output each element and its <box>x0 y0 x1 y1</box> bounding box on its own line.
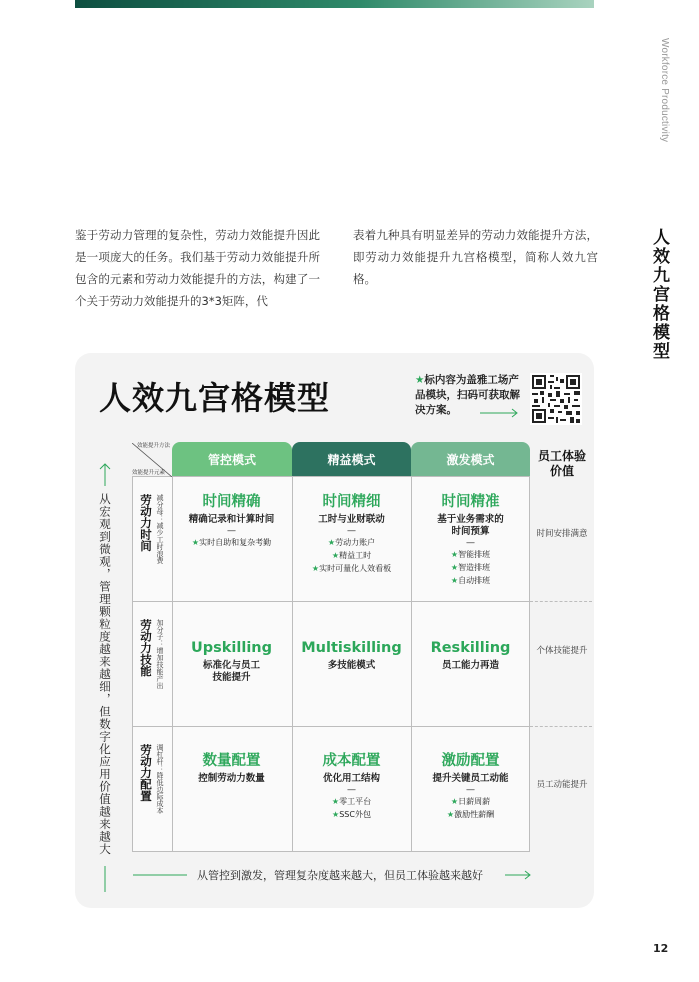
cell-item-text: 实时自助和复杂考勤 <box>199 538 272 547</box>
star-icon: ★ <box>191 538 200 547</box>
column-header-control: 管控模式 <box>172 442 292 476</box>
cell-dash: — <box>347 526 356 536</box>
row-label-allocation <box>132 726 172 852</box>
cell-subtitle: 标准化与员工技能提升 <box>202 660 260 683</box>
row-label-title: 劳动力配置 <box>139 744 153 802</box>
cell-subtitle: 基于业务需求的时间预算 <box>437 514 504 537</box>
column-header-inspire: 激发模式 <box>411 442 530 476</box>
left-axis-text: 从宏观到微观，管理颗粒度越来越细，但数字化应用价值越来越大 <box>98 493 112 856</box>
cell-title: 时间精确 <box>202 494 261 510</box>
cell-title: 成本配置 <box>322 753 381 769</box>
cell-dash: — <box>347 785 356 795</box>
cell-dash: — <box>227 526 236 536</box>
row-label-title: 劳动力技能 <box>139 619 153 677</box>
intro-paragraph-left: 鉴于劳动力管理的复杂性，劳动力效能提升因此是一项庞大的任务。我们基于劳动力效能提升所包含的元素和劳动力效能提升的方法，构建了一个关于劳动力效能提升的3*3矩阵，代 <box>75 228 320 308</box>
grid-line <box>132 601 530 602</box>
qr-note-text: 标内容为盖雅工场产品模块，扫码可获取解决方案。 <box>415 374 520 416</box>
cell-dash: — <box>466 538 475 548</box>
cell-item <box>292 549 411 562</box>
bottom-axis-text: 从管控到激发，管理复杂度越来越大，但员工体验越来越好 <box>197 869 483 882</box>
cell-item-text: 日薪周薪 <box>458 797 491 806</box>
axis-line <box>133 867 187 883</box>
experience-value-allocation: 员工动能提升 <box>536 780 588 790</box>
side-english-title: Workforce Productivity <box>659 38 670 143</box>
qr-code-icon[interactable] <box>530 373 582 425</box>
page-number: 12 <box>653 942 669 955</box>
star-icon: ★ <box>332 810 340 819</box>
cell-item <box>292 795 411 808</box>
experience-value-time: 时间安排满意 <box>536 529 588 539</box>
star-icon: ★ <box>450 576 459 585</box>
side-chinese-title: 人效九宫格模型 <box>649 228 669 361</box>
cell-subtitle: 精确记录和计算时间 <box>188 514 275 525</box>
grid-cell <box>411 639 530 672</box>
cell-item <box>411 795 530 808</box>
experience-value-skill: 个体技能提升 <box>536 646 588 656</box>
cell-title: Reskilling <box>430 640 511 656</box>
cell-item <box>411 561 530 574</box>
row-label-time <box>132 476 172 601</box>
star-icon: ★ <box>450 563 459 572</box>
star-icon: ★ <box>331 551 340 560</box>
star-icon: ★ <box>331 797 340 806</box>
cell-subtitle: 工时与业财联动 <box>318 514 385 525</box>
star-icon: ★ <box>450 797 459 806</box>
star-icon: ★ <box>415 374 425 386</box>
grid-line <box>132 726 530 727</box>
cell-dash: — <box>466 785 475 795</box>
cell-title: 时间精准 <box>441 494 500 510</box>
cell-item-text: 智能排班 <box>458 550 491 559</box>
grid-cell <box>411 752 530 821</box>
bottom-axis <box>133 867 533 883</box>
top-gradient-bar <box>75 0 594 8</box>
star-icon: ★ <box>311 564 320 573</box>
cell-item <box>411 808 530 821</box>
star-icon: ★ <box>446 810 455 819</box>
cell-item-text: 实时可量化人效看板 <box>319 564 392 573</box>
cell-item <box>292 808 411 821</box>
experience-header: 员工体验价值 <box>537 449 586 478</box>
cell-item <box>411 548 530 561</box>
cell-item-text: 激励性薪酬 <box>454 810 495 819</box>
diagonal-header <box>132 443 172 477</box>
grid-cell <box>411 493 530 587</box>
cell-title: 激励配置 <box>441 753 500 769</box>
grid-cell <box>292 752 411 821</box>
nine-grid-card <box>75 353 594 908</box>
grid-line <box>530 726 592 727</box>
cell-subtitle: 优化用工结构 <box>322 773 380 784</box>
cell-title: Multiskilling <box>301 640 402 656</box>
diag-bottom-label: 效能提升元素 <box>132 470 166 476</box>
star-icon: ★ <box>450 550 459 559</box>
arrow-up-icon <box>97 463 113 487</box>
column-header-lean: 精益模式 <box>292 442 411 476</box>
cell-title: 时间精细 <box>322 494 381 510</box>
diag-top-label: 效能提升方法 <box>136 443 170 449</box>
cell-item <box>292 562 411 575</box>
cell-title: Upskilling <box>190 640 272 656</box>
cell-subtitle: 提升关键员工动能 <box>432 773 509 784</box>
cell-title: 数量配置 <box>202 753 261 769</box>
row-label-note: 调杠杆：降低边际成本 <box>156 744 164 814</box>
grid-cell <box>172 493 291 549</box>
cell-item-text: SSC外包 <box>339 810 371 819</box>
grid-cell <box>172 752 291 785</box>
cell-item-text: 精益工时 <box>339 551 372 560</box>
grid-cell <box>292 493 411 575</box>
grid-cell <box>172 639 291 684</box>
cell-item <box>172 536 291 549</box>
row-label-title: 劳动力时间 <box>139 494 153 552</box>
cell-item-text: 零工平台 <box>339 797 372 806</box>
cell-subtitle: 控制劳动力数量 <box>198 773 265 784</box>
left-axis <box>97 463 113 892</box>
row-label-note: 减分母：减少工时浪费 <box>156 494 164 564</box>
arrow-right-icon <box>480 408 520 418</box>
row-label-skill <box>132 601 172 726</box>
cell-item-text: 自动排班 <box>458 576 491 585</box>
intro-paragraph-right: 表着九种具有明显差异的劳动力效能提升方法，即劳动力效能提升九宫格模型，简称人效九宫格。 <box>353 228 598 286</box>
grid-cell <box>292 639 411 672</box>
cell-item-text: 劳动力账户 <box>335 538 376 547</box>
cell-item <box>411 574 530 587</box>
grid-line <box>530 601 592 602</box>
cell-item <box>292 536 411 549</box>
star-icon: ★ <box>327 538 336 547</box>
arrow-right-icon <box>505 867 533 883</box>
axis-line <box>97 866 113 892</box>
card-title: 人效九宫格模型 <box>99 379 331 417</box>
cell-subtitle: 员工能力再造 <box>441 660 499 671</box>
cell-subtitle: 多技能模式 <box>327 660 376 671</box>
row-label-note: 加分子：增加技能产出 <box>156 619 164 689</box>
cell-item-text: 智造排班 <box>458 563 491 572</box>
